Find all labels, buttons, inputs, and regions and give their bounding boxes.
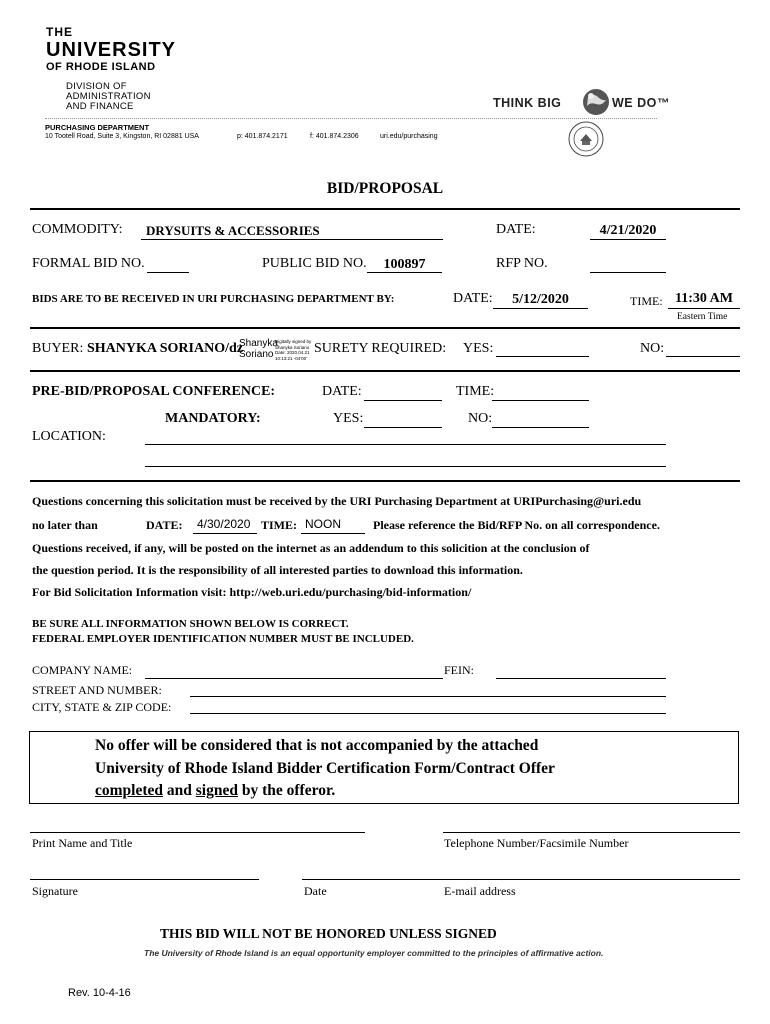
university-seal-icon <box>568 121 604 157</box>
timezone: Eastern Time <box>677 312 728 322</box>
dept-phone: p: 401.874.2171 <box>237 133 288 140</box>
bid-info-link[interactable]: For Bid Solicitation Information visit: http://web.uri.edu/purchasing/bid-information/ <box>32 585 472 599</box>
and-word: and <box>163 782 196 799</box>
date-label: DATE: <box>496 222 536 237</box>
sig-detail-line: Shanyka Soriano <box>275 344 310 350</box>
slogan-left: THINK BIG <box>493 96 562 110</box>
conference-label: PRE-BID/PROPOSAL CONFERENCE: <box>32 384 276 399</box>
telephone-label: Telephone Number/Facsimile Number <box>444 836 629 850</box>
eeo-statement: The University of Rhode Island is an equal opportunity employer committed to the principles of affirmative action. <box>144 948 604 958</box>
notice-line: FEDERAL EMPLOYER IDENTIFICATION NUMBER MUST BE INCLUDED. <box>32 633 414 645</box>
conference-time-line[interactable] <box>492 400 589 401</box>
rfp-line[interactable] <box>590 272 666 273</box>
unsigned-warning: THIS BID WILL NOT BE HONORED UNLESS SIGNED <box>160 926 497 941</box>
email-label: E-mail address <box>444 884 516 898</box>
surety-label: SURETY REQUIRED: <box>314 341 447 356</box>
signature-label: Signature <box>32 884 78 898</box>
surety-no-label: NO: <box>640 341 665 356</box>
questions-date-value[interactable]: 4/30/2020 <box>197 517 251 531</box>
bids-due-label: BIDS ARE TO BE RECEIVED IN URI PURCHASING DEPARTMENT BY: <box>32 293 395 305</box>
divider <box>30 208 740 210</box>
street-label: STREET AND NUMBER: <box>32 683 162 697</box>
bids-due-time-line <box>668 308 740 309</box>
company-name-label: COMPANY NAME: <box>32 663 133 677</box>
conference-date-label: DATE: <box>322 384 362 399</box>
telephone-line[interactable] <box>443 832 740 833</box>
sig-name: Shanyka <box>239 338 278 349</box>
signature-line[interactable] <box>30 879 259 880</box>
date-value[interactable]: 4/21/2020 <box>599 223 657 238</box>
no-later-than: no later than <box>32 518 98 532</box>
divider <box>30 480 740 482</box>
city-label: CITY, STATE & ZIP CODE: <box>32 700 172 714</box>
location-line[interactable] <box>145 466 666 467</box>
surety-yes-label: YES: <box>463 341 494 356</box>
offer-line: No offer will be considered that is not accompanied by the attached <box>95 737 539 754</box>
commodity-label: COMMODITY: <box>32 222 123 237</box>
mandatory-label: MANDATORY: <box>165 411 261 426</box>
print-name-line[interactable] <box>30 832 365 833</box>
questions-line: Questions concerning this solicitation must be received by the URI Purchasing Department at URIPurchasing@uri.edu <box>32 494 642 508</box>
bids-due-date-line <box>493 308 588 309</box>
questions-time-label: TIME: <box>261 518 297 532</box>
conference-time-label: TIME: <box>456 384 495 399</box>
letterhead <box>46 26 176 74</box>
city-line[interactable] <box>190 713 666 714</box>
division-line: DIVISION OF <box>66 81 127 92</box>
questions-line: the question period. It is the responsibility of all interested parties to download this information. <box>32 563 523 577</box>
mandatory-yes-line[interactable] <box>364 427 442 428</box>
questions-date-line <box>193 533 257 534</box>
conference-date-line[interactable] <box>364 400 442 401</box>
division-block <box>66 82 151 112</box>
commodity-line <box>141 239 443 240</box>
dept-web: uri.edu/purchasing <box>380 133 438 140</box>
surety-yes-line[interactable] <box>496 356 589 357</box>
divider <box>30 327 740 329</box>
fein-line[interactable] <box>496 678 666 679</box>
questions-time-line <box>301 533 365 534</box>
company-name-line[interactable] <box>145 678 443 679</box>
divider <box>30 370 740 372</box>
revision: Rev. 10-4-16 <box>68 987 131 999</box>
buyer-label: BUYER: <box>32 341 84 356</box>
sig-detail-line: Digitally signed by <box>275 339 312 344</box>
dept-fax: f: 401.874.2306 <box>310 133 359 140</box>
offer-line <box>95 782 335 800</box>
public-bid-label: PUBLIC BID NO. <box>262 256 367 271</box>
street-line[interactable] <box>190 696 666 697</box>
date-signed-label: Date <box>304 884 327 898</box>
division-line: ADMINISTRATION <box>66 91 151 102</box>
location-label: LOCATION: <box>32 429 106 444</box>
location-line[interactable] <box>145 444 666 445</box>
notice-line: BE SURE ALL INFORMATION SHOWN BELOW IS CORRECT. <box>32 618 349 630</box>
globe-icon <box>582 88 610 116</box>
sig-detail <box>275 339 311 361</box>
reference-note: Please reference the Bid/RFP No. on all correspondence. <box>373 518 660 532</box>
mandatory-no-label: NO: <box>468 411 493 426</box>
public-bid-line <box>367 272 442 273</box>
mandatory-no-line[interactable] <box>492 427 589 428</box>
logo-university: UNIVERSITY <box>46 39 177 61</box>
sig-detail-line: 10:13:21 -04'00' <box>275 355 307 361</box>
formal-bid-line[interactable] <box>147 272 189 273</box>
digital-signature <box>239 338 278 360</box>
bids-due-time-value[interactable]: 11:30 AM <box>675 291 733 306</box>
email-line[interactable] <box>302 879 740 880</box>
bids-due-date-value[interactable]: 5/12/2020 <box>512 292 569 307</box>
dept-address: 10 Tootell Road, Suite 3, Kingston, RI 02881 USA <box>45 133 199 140</box>
bids-due-time-label: TIME: <box>630 294 663 308</box>
formal-bid-label: FORMAL BID NO. <box>32 256 145 271</box>
page-title: BID/PROPOSAL <box>326 180 444 197</box>
slogan-right: WE DO™ <box>612 96 670 110</box>
bids-due-date-label: DATE: <box>453 291 493 306</box>
print-name-label: Print Name and Title <box>32 836 133 850</box>
offer-tail: by the offeror. <box>237 782 336 799</box>
offer-line: University of Rhode Island Bidder Certification Form/Contract Offer <box>95 760 555 777</box>
fein-label: FEIN: <box>444 663 474 677</box>
dept-name: PURCHASING DEPARTMENT <box>45 123 150 132</box>
sig-name: Soriano <box>239 349 274 360</box>
logo-of-ri: OF RHODE ISLAND <box>46 61 156 73</box>
rfp-label: RFP NO. <box>496 256 548 271</box>
surety-no-line[interactable] <box>666 356 740 357</box>
division-line: AND FINANCE <box>66 101 134 112</box>
sig-detail-line: Date: 2020.04.21 <box>275 350 310 355</box>
signed-word: signed <box>195 782 238 799</box>
public-bid-value[interactable]: 100897 <box>383 257 426 272</box>
completed-word: completed <box>95 782 164 799</box>
questions-time-value[interactable]: NOON <box>305 517 341 531</box>
questions-line: Questions received, if any, will be posted on the internet as an addendum to this solicition at the conclusion of <box>32 541 590 555</box>
commodity-value[interactable]: DRYSUITS & ACCESSORIES <box>146 223 320 238</box>
letterhead-rule <box>45 118 657 119</box>
buyer-value: SHANYKA SORIANO/dz <box>87 341 243 356</box>
mandatory-yes-label: YES: <box>333 411 364 426</box>
questions-date-label: DATE: <box>146 518 183 532</box>
date-line <box>590 239 666 240</box>
logo-the: THE <box>46 25 73 39</box>
